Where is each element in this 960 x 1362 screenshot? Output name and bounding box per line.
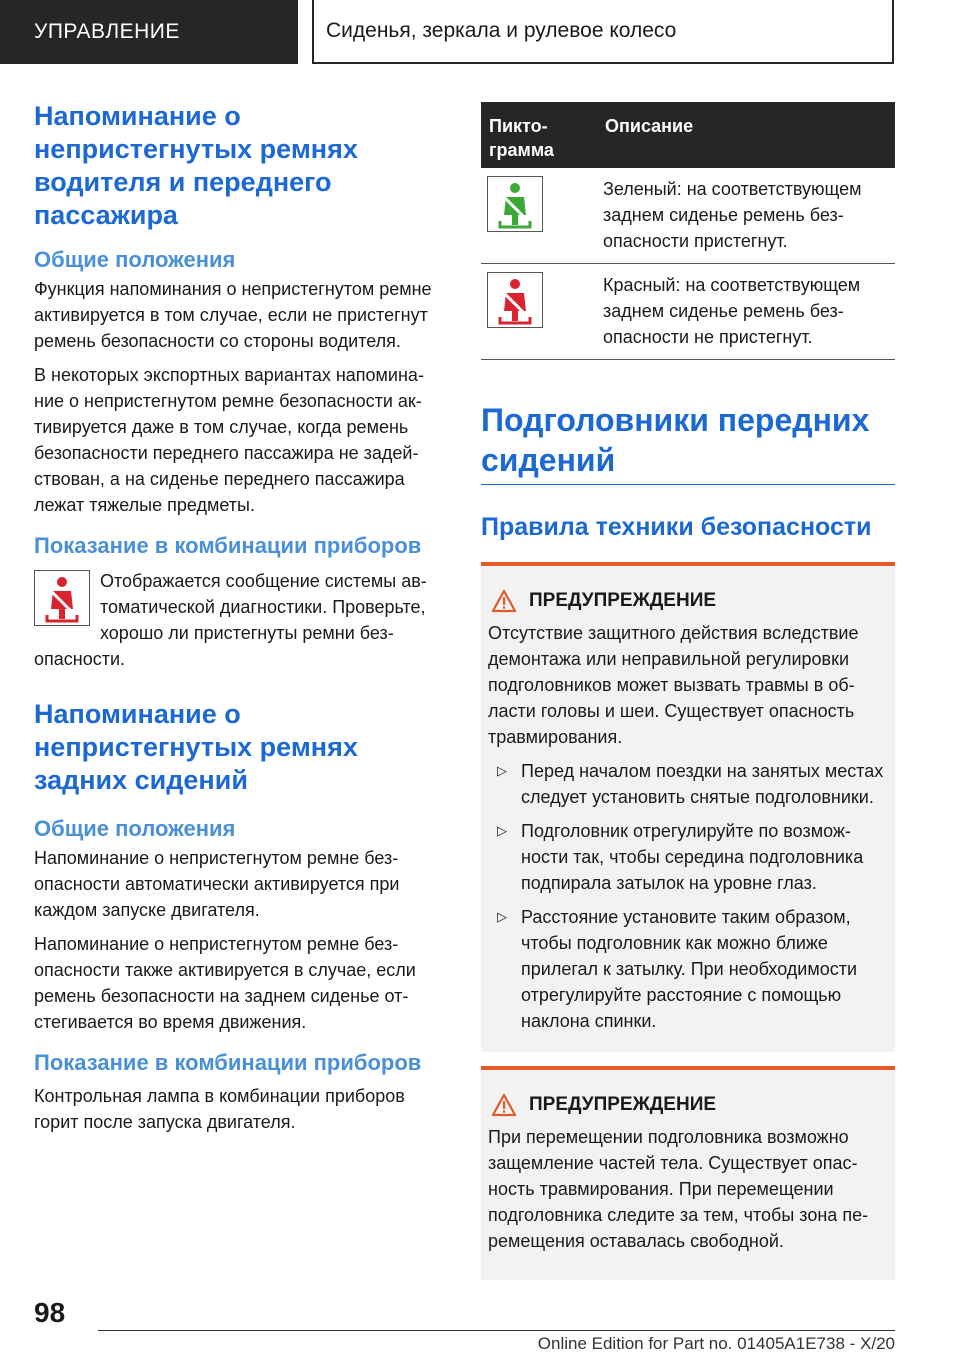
warning-box [481,562,895,1052]
table-row [481,264,895,360]
list-item [488,758,887,810]
table-header-description: Описание [605,116,694,136]
subheading-instrument-display-rear: Показание в комбинации приборов [34,1050,422,1075]
bullet-triangle-icon: ▷ [497,909,507,924]
seatbelt-warning-icon [34,570,90,626]
paragraph-rear-unbuckled: Напоминание о непристегнутом ремне безопасности также активируется в случае, если ремень безопасности на заднем сиденье отстегивается во время движения. [34,934,416,1032]
seatbelt-red-icon [487,272,543,328]
left-column [34,100,446,1135]
list-item-text: Расстояние установите таким образом, чтобы подголовник как можно ближе прилегал к затылку. При необходимости отрегулируйте расстояние с помощью наклона спинки. [521,907,858,1031]
subheading-safety-rules: Правила техники безопасности [481,513,872,541]
table-header-pictogram: Пиктограмма [489,116,554,160]
heading-head-restraints: Подголовники передних сидений [481,402,870,478]
warning-triangle-icon [491,1093,517,1117]
heading-driver-passenger-reminder: Напоминание о непристегнутых ремнях водителя и переднего пассажира [34,101,358,230]
footer-edition: Online Edition for Part no. 01405A1E738 - X/20 [537,1334,895,1353]
table-cell-description: Зеленый: на соответствующем заднем сиденье ремень безопасности пристегнут. [603,179,862,251]
chapter-title: Сиденья, зеркала и рулевое колесо [312,0,894,64]
paragraph-driver-reminder: Функция напоминания о непристегнутом ремне активируется в том случае, если не пристегнут ремень безопасности со стороны водителя. [34,279,432,351]
footer-divider [98,1330,895,1331]
warning-triangle-icon [491,589,517,613]
warning-box [481,1066,895,1280]
list-item-text: Подголовник отрегулируйте по возможности так, чтобы середина подголовника подпирала затылок на уровне глаз. [521,821,864,893]
table-header [481,102,895,168]
bullet-triangle-icon: ▷ [497,763,507,778]
seatbelt-green-icon [487,176,543,232]
subheading-general: Общие положения [34,247,236,272]
subheading-general-rear: Общие положения [34,816,236,841]
warning-text: Отсутствие защитного действия вследствие демонтажа или неправильной регулировки подголовников может вызвать травмы в области головы и шеи. Существует опасность травмирования. [488,623,859,747]
section-tab: УПРАВЛЕНИЕ [0,0,298,64]
page-number: 98 [34,1297,66,1328]
right-column [481,102,895,1280]
list-item [488,904,887,1034]
subheading-instrument-display: Показание в комбинации приборов [34,533,422,558]
warning-title-text: ПРЕДУПРЕЖДЕНИЕ [529,590,717,611]
heading-rear-reminder: Напоминание о непристегнутых ремнях задних сидений [34,699,358,795]
paragraph-indicator-lamp: Контрольная лампа в комбинации приборов горит после запуска двигателя. [34,1086,405,1132]
bullet-triangle-icon: ▷ [497,823,507,838]
instrument-display-text: Отображается сообщение системы автоматической диагностики. Проверьте, хорошо ли пристегнуты ремни безопасности. [34,571,427,669]
warning-title [488,1090,887,1120]
heading-divider [481,484,895,485]
warning-title [488,586,887,616]
table-cell-description: Красный: на соответствующем заднем сиденье ремень безопасности не пристегнут. [603,275,861,347]
pictogram-table [481,102,895,360]
instrument-display-block [34,568,446,672]
warning-title-text: ПРЕДУПРЕЖДЕНИЕ [529,1094,717,1115]
warning-text: При перемещении подголовника возможно защемление частей тела. Существует опасность травмирования. При перемещении подголовника следите за тем, чтобы зона перемещения оставалась свободной. [488,1127,869,1251]
list-item [488,818,887,896]
table-row [481,168,895,264]
paragraph-export-variants: В некоторых экспортных вариантах напоминание о непристегнутом ремне безопасности активируется даже в том случае, когда ремень безопасности переднего пассажира не задействован, а на сиденье переднего пассажира лежат тяжелые предметы. [34,365,424,515]
paragraph-rear-auto: Напоминание о непристегнутом ремне безопасности автоматически активируется при каждом запуске двигателя. [34,848,400,920]
list-item-text: Перед началом поездки на занятых местах следует установить снятые подголовники. [521,761,884,807]
